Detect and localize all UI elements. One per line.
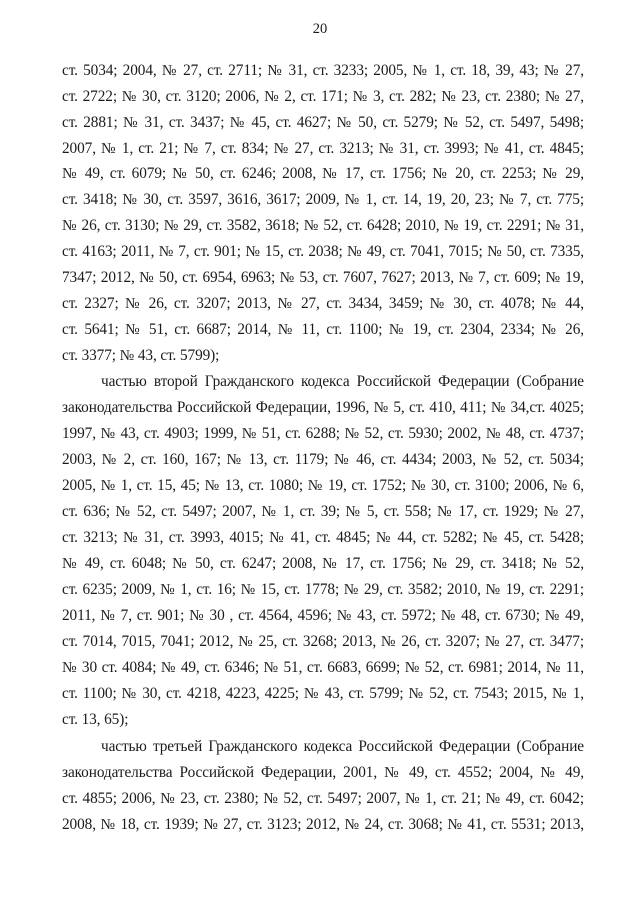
text-line: 2011, № 7, ст. 901; № 30 , ст. 4564, 4596; № 43, ст. 5972; № 48, ст. 6730; № 49, [62, 607, 584, 624]
text-line: 2003, № 2, ст. 160, 167; № 13, ст. 1179; № 46, ст. 4434; 2003, № 52, ст. 5034; [62, 451, 584, 468]
text-line: ст. 2722; № 30, ст. 3120; 2006, № 2, ст. 171; № 3, ст. 282; № 23, ст. 2380; № 27, [62, 88, 584, 105]
text-line: ст. 2327; № 26, ст. 3207; 2013, № 27, ст. 3434, 3459; № 30, ст. 4078; № 44, [62, 295, 584, 312]
page-number: 20 [312, 21, 328, 37]
text-line: 7347; 2012, № 50, ст. 6954, 6963; № 53, ст. 7607, 7627; 2013, № 7, ст. 609; № 19, [62, 269, 584, 286]
text-line: 1997, № 43, ст. 4903; 1999, № 51, ст. 6288; № 52, ст. 5930; 2002, № 48, ст. 4737; [62, 425, 584, 442]
text-line: № 49, ст. 6079; № 50, ст. 6246; 2008, № 17, ст. 1756; № 20, ст. 2253; № 29, [62, 165, 584, 182]
text-line: ст. 6235; 2009, № 1, ст. 16; № 15, ст. 1778; № 29, ст. 3582; 2010, № 19, ст. 2291; [62, 581, 584, 598]
text-line: 2007, № 1, ст. 21; № 7, ст. 834; № 27, ст. 3213; № 31, ст. 3993; № 41, ст. 4845; [62, 140, 584, 157]
text-line: ст. 1100; № 30, ст. 4218, 4223, 4225; № 43, ст. 5799; № 52, ст. 7543; 2015, № 1, [62, 685, 584, 702]
text-line: законодательства Российской Федерации, 1996, № 5, ст. 410, 411; № 34,ст. 4025; [62, 399, 584, 416]
text-line: ст. 7014, 7015, 7041; 2012, № 25, ст. 3268; 2013, № 26, ст. 3207; № 27, ст. 3477; [62, 633, 584, 650]
text-line: ст. 5034; 2004, № 27, ст. 2711; № 31, ст. 3233; 2005, № 1, ст. 18, 39, 43; № 27, [62, 62, 584, 79]
text-line: ст. 3213; № 31, ст. 3993, 4015; № 41, ст. 4845; № 44, ст. 5282; № 45, ст. 5428; [62, 529, 584, 546]
text-line: ст. 4855; 2006, № 23, ст. 2380; № 52, ст. 5497; 2007, № 1, ст. 21; № 49, ст. 6042; [62, 790, 584, 807]
text-line: 2008, № 18, ст. 1939; № 27, ст. 3123; 2012, № 24, ст. 3068; № 41, ст. 5531; 2013, [62, 816, 584, 833]
text-line: № 26, ст. 3130; № 29, ст. 3582, 3618; № 52, ст. 6428; 2010, № 19, ст. 2291; № 31, [62, 217, 584, 234]
text-line: № 49, ст. 6048; № 50, ст. 6247; 2008, № 17, ст. 1756; № 29, ст. 3418; № 52, [62, 555, 584, 572]
text-line: ст. 3418; № 30, ст. 3597, 3616, 3617; 2009, № 1, ст. 14, 19, 20, 23; № 7, ст. 775; [62, 191, 584, 208]
text-line: ст. 13, 65); [62, 711, 129, 728]
paragraph-start-line: частью третьей Гражданского кодекса Российской Федерации (Собрание [101, 738, 584, 755]
text-line: № 30 ст. 4084; № 49, ст. 6346; № 51, ст. 6683, 6699; № 52, ст. 6981; 2014, № 11, [62, 659, 584, 676]
text-line: ст. 3377; № 43, ст. 5799); [62, 347, 220, 364]
text-line: ст. 2881; № 31, ст. 3437; № 45, ст. 4627; № 50, ст. 5279; № 52, ст. 5497, 5498; [62, 114, 584, 131]
text-line: ст. 4163; 2011, № 7, ст. 901; № 15, ст. 2038; № 49, ст. 7041, 7015; № 50, ст. 7335, [62, 243, 584, 260]
paragraph-start-line: частью второй Гражданского кодекса Российской Федерации (Собрание [101, 373, 584, 390]
text-line: ст. 5641; № 51, ст. 6687; 2014, № 11, ст. 1100; № 19, ст. 2304, 2334; № 26, [62, 321, 584, 338]
text-line: ст. 636; № 52, ст. 5497; 2007, № 1, ст. 39; № 5, ст. 558; № 17, ст. 1929; № 27, [62, 503, 584, 520]
text-line: 2005, № 1, ст. 15, 45; № 13, ст. 1080; № 19, ст. 1752; № 30, ст. 3100; 2006, № 6, [62, 477, 584, 494]
text-line: законодательства Российской Федерации, 2001, № 49, ст. 4552; 2004, № 49, [62, 764, 584, 781]
